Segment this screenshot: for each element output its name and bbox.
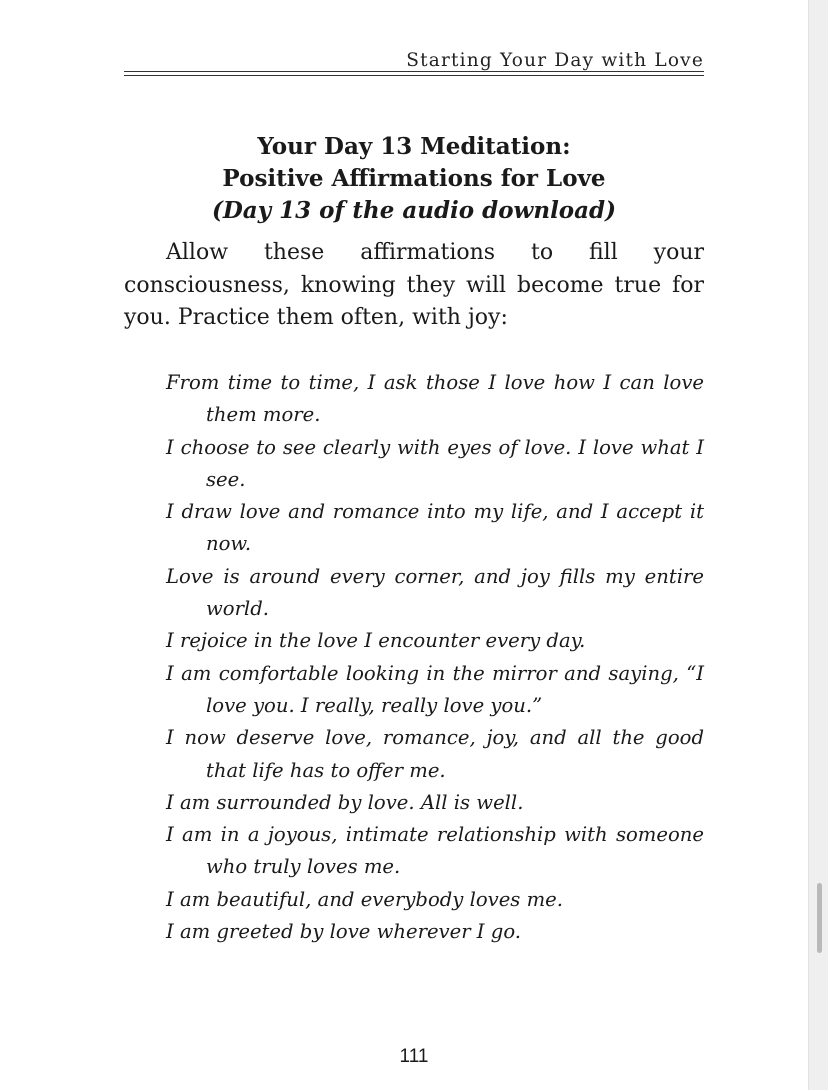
header-rule-bottom [124,75,704,76]
affirmation-item: I am beautiful, and everybody loves me. [166,887,563,911]
heading-line-3: (Day 13 of the audio download) [211,197,617,224]
section-heading [124,131,704,227]
intro-paragraph: Allow these affirmations to fill your consciousness, knowing they will become true for you. Practice them often, with joy: [124,240,704,330]
affirmation-item: I choose to see clearly with eyes of love. I love what I see. [166,435,704,491]
affirmation-item: I am comfortable looking in the mirror and saying, “I love you. I really, really love you.” [166,661,704,717]
running-header: Starting Your Day with Love [406,50,704,71]
heading-line-2: Positive Affirmations for Love [222,165,606,192]
affirmation-item: From time to time, I ask those I love how I can love them more. [166,371,704,427]
affirmation-item: I draw love and romance into my life, and I accept it now. [166,500,704,556]
affirmation-item: I am greeted by love wherever I go. [166,920,521,944]
page-number: 111 [399,1046,429,1067]
affirmation-item: I now deserve love, romance, joy, and all the good that life has to offer me. [166,726,704,782]
affirmation-item: I am surrounded by love. All is well. [166,790,524,814]
affirmation-item: Love is around every corner, and joy fills my entire world. [166,564,704,621]
heading-line-1: Your Day 13 Meditation: [257,133,571,160]
scrollbar-thumb[interactable] [817,883,822,953]
vertical-scrollbar[interactable] [808,0,828,1090]
header-rule-top [124,71,704,72]
affirmation-item: I am in a joyous, intimate relationship with someone who truly loves me. [166,823,704,879]
affirmation-item: I rejoice in the love I encounter every day. [166,629,586,653]
affirmations-list [166,367,704,948]
